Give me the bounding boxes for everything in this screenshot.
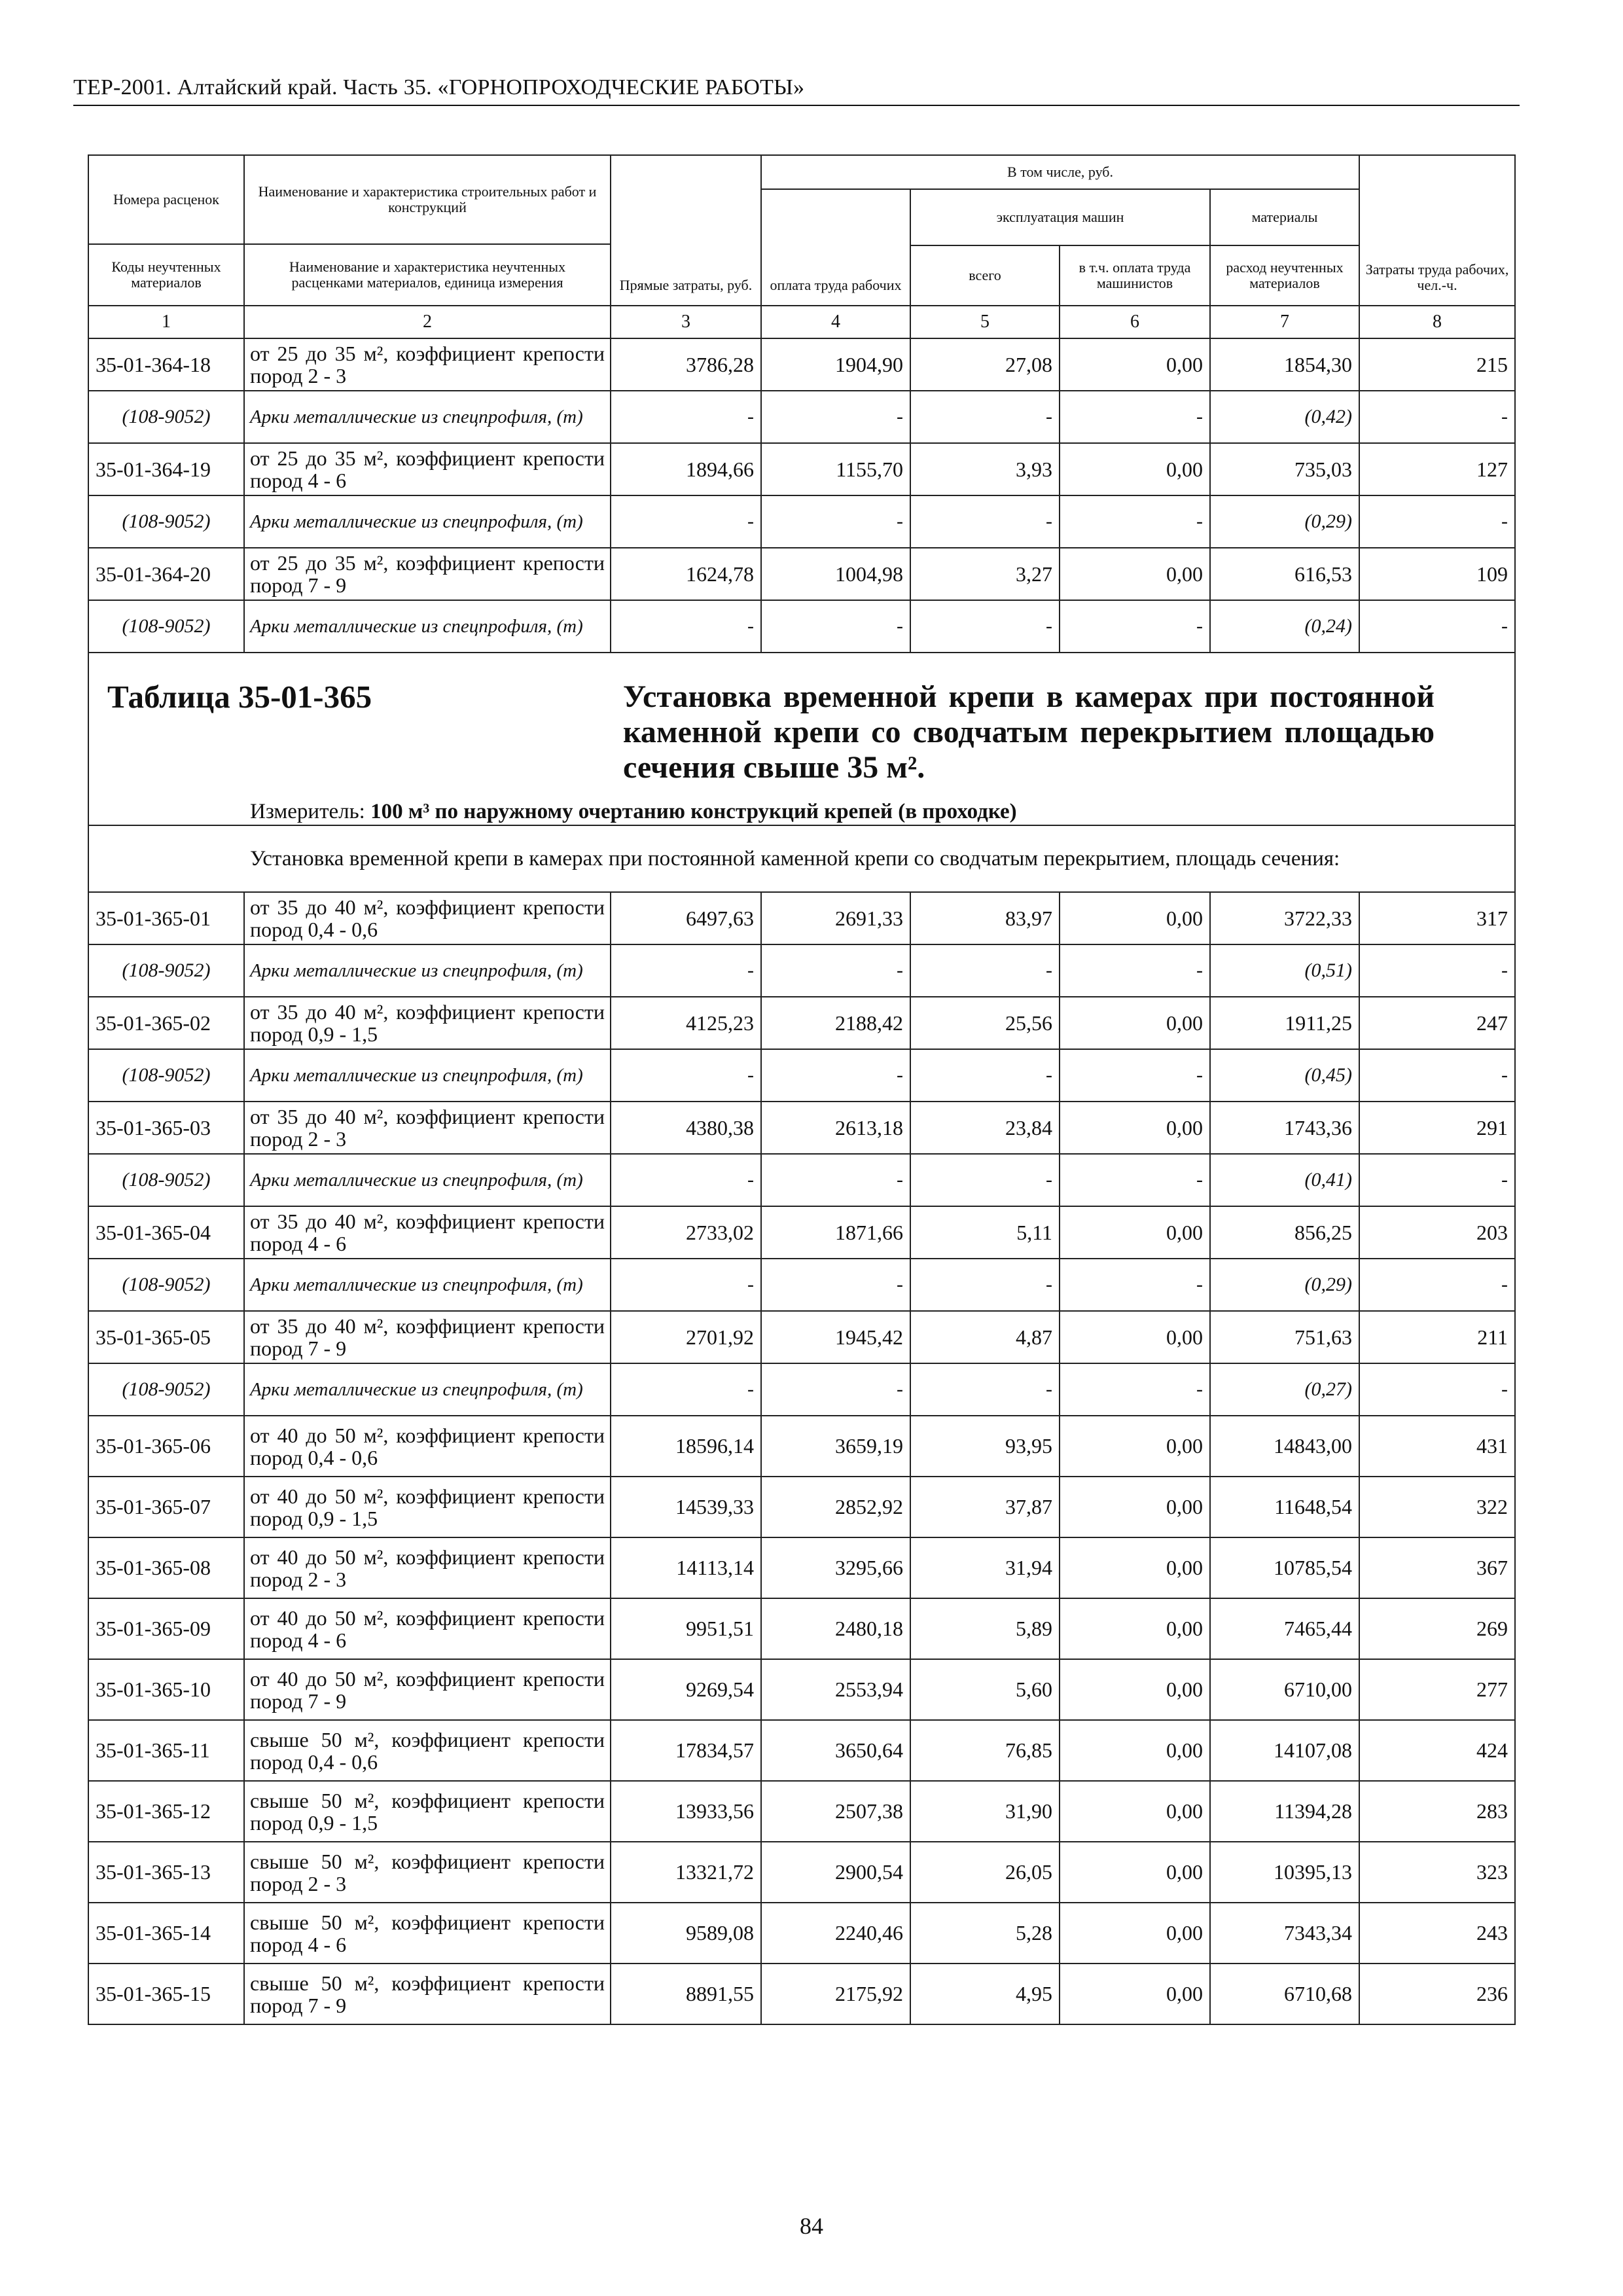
material-row <box>88 1154 1515 1206</box>
rate-description: от 35 до 40 м², коэффициент крепости пород 2 - 3 <box>244 1102 611 1154</box>
labor-hours: 215 <box>1359 338 1515 391</box>
machine-labor-cost: 0,00 <box>1060 1903 1210 1964</box>
rate-code: 35-01-365-07 <box>88 1477 244 1537</box>
table-row <box>88 997 1515 1049</box>
direct-cost: 2701,92 <box>611 1311 761 1363</box>
machine-cost: 4,95 <box>910 1964 1060 2024</box>
machine-cost: 37,87 <box>910 1477 1060 1537</box>
direct-cost: 14113,14 <box>611 1537 761 1598</box>
labor-hours: - <box>1359 944 1515 997</box>
measure-value: 100 м³ по наружному очертанию конструкций крепей (в проходке) <box>370 800 1017 823</box>
machine-labor-cost: 0,00 <box>1060 1537 1210 1598</box>
material-row <box>88 1363 1515 1416</box>
rate-code: 35-01-364-20 <box>88 548 244 600</box>
material-consumption: (0,41) <box>1210 1154 1359 1206</box>
machine-cost: 23,84 <box>910 1102 1060 1154</box>
machine-labor-cost: - <box>1060 495 1210 548</box>
table-body-364 <box>88 338 1515 653</box>
table-body-365-sub <box>88 892 1515 1416</box>
material-code: (108-9052) <box>88 1154 244 1206</box>
machine-labor-cost: 0,00 <box>1060 1598 1210 1659</box>
table-measure <box>250 800 1017 824</box>
machine-labor-cost: 0,00 <box>1060 1311 1210 1363</box>
rate-description: от 40 до 50 м², коэффициент крепости пород 4 - 6 <box>244 1598 611 1659</box>
material-code: (108-9052) <box>88 495 244 548</box>
col-number: 6 <box>1060 306 1210 338</box>
direct-cost: - <box>611 1049 761 1102</box>
rate-description: от 25 до 35 м², коэффициент крепости пород 7 - 9 <box>244 548 611 600</box>
labor-hours: 323 <box>1359 1842 1515 1903</box>
materials-cost: 11648,54 <box>1210 1477 1359 1537</box>
rate-description: свыше 50 м², коэффициент крепости пород 0,9 - 1,5 <box>244 1781 611 1842</box>
rate-code: 35-01-365-01 <box>88 892 244 944</box>
materials-cost: 10395,13 <box>1210 1842 1359 1903</box>
col-header-machines: эксплуатация машин <box>910 189 1210 245</box>
labor-cost: 2188,42 <box>761 997 910 1049</box>
labor-hours: 322 <box>1359 1477 1515 1537</box>
machine-labor-cost: 0,00 <box>1060 1416 1210 1477</box>
labor-cost: 1155,70 <box>761 443 910 495</box>
labor-cost: - <box>761 1363 910 1416</box>
materials-cost: 6710,68 <box>1210 1964 1359 2024</box>
rate-code: 35-01-365-08 <box>88 1537 244 1598</box>
labor-cost: 1945,42 <box>761 1311 910 1363</box>
materials-cost: 1911,25 <box>1210 997 1359 1049</box>
direct-cost: - <box>611 495 761 548</box>
labor-cost: 3659,19 <box>761 1416 910 1477</box>
machine-cost: - <box>910 600 1060 653</box>
table-row <box>88 1311 1515 1363</box>
machine-labor-cost: - <box>1060 1049 1210 1102</box>
material-row <box>88 495 1515 548</box>
direct-cost: 3786,28 <box>611 338 761 391</box>
materials-cost: 1743,36 <box>1210 1102 1359 1154</box>
machine-labor-cost: 0,00 <box>1060 1477 1210 1537</box>
col-number: 3 <box>611 306 761 338</box>
direct-cost: - <box>611 1154 761 1206</box>
rate-description: от 35 до 40 м², коэффициент крепости пород 7 - 9 <box>244 1311 611 1363</box>
rate-description: свыше 50 м², коэффициент крепости пород 2 - 3 <box>244 1842 611 1903</box>
material-row <box>88 600 1515 653</box>
materials-cost: 10785,54 <box>1210 1537 1359 1598</box>
labor-cost: 2480,18 <box>761 1598 910 1659</box>
rate-description: от 40 до 50 м², коэффициент крепости пород 0,9 - 1,5 <box>244 1477 611 1537</box>
machine-labor-cost: 0,00 <box>1060 997 1210 1049</box>
table-body-365-plain <box>88 1416 1515 2024</box>
rate-code: 35-01-365-06 <box>88 1416 244 1477</box>
material-consumption: (0,42) <box>1210 391 1359 443</box>
table-row <box>88 1964 1515 2024</box>
measure-label: Измеритель: <box>250 800 365 823</box>
machine-labor-cost: 0,00 <box>1060 338 1210 391</box>
direct-cost: 9269,54 <box>611 1659 761 1720</box>
table-row <box>88 1416 1515 1477</box>
machine-cost: - <box>910 391 1060 443</box>
labor-cost: - <box>761 391 910 443</box>
rate-description: от 25 до 35 м², коэффициент крепости пород 4 - 6 <box>244 443 611 495</box>
material-name: Арки металлические из спецпрофиля, (т) <box>244 600 611 653</box>
materials-cost: 6710,00 <box>1210 1659 1359 1720</box>
labor-hours: 211 <box>1359 1311 1515 1363</box>
labor-cost: 1004,98 <box>761 548 910 600</box>
table-row <box>88 338 1515 391</box>
rate-code: 35-01-365-10 <box>88 1659 244 1720</box>
labor-cost: 2691,33 <box>761 892 910 944</box>
direct-cost: 1894,66 <box>611 443 761 495</box>
material-consumption: (0,51) <box>1210 944 1359 997</box>
col-number: 4 <box>761 306 910 338</box>
machine-labor-cost: - <box>1060 1259 1210 1311</box>
direct-cost: - <box>611 1363 761 1416</box>
rate-code: 35-01-365-02 <box>88 997 244 1049</box>
labor-cost: 1904,90 <box>761 338 910 391</box>
material-name: Арки металлические из спецпрофиля, (т) <box>244 495 611 548</box>
rate-description: от 40 до 50 м², коэффициент крепости пород 7 - 9 <box>244 1659 611 1720</box>
machine-cost: 5,60 <box>910 1659 1060 1720</box>
materials-cost: 7465,44 <box>1210 1598 1359 1659</box>
col-number: 7 <box>1210 306 1359 338</box>
table-row <box>88 1781 1515 1842</box>
material-row <box>88 391 1515 443</box>
material-name: Арки металлические из спецпрофиля, (т) <box>244 944 611 997</box>
direct-cost: 18596,14 <box>611 1416 761 1477</box>
material-consumption: (0,45) <box>1210 1049 1359 1102</box>
machine-cost: 93,95 <box>910 1416 1060 1477</box>
materials-cost: 1854,30 <box>1210 338 1359 391</box>
labor-hours: 247 <box>1359 997 1515 1049</box>
col-header-group: В том числе, руб. <box>761 155 1359 189</box>
labor-hours: - <box>1359 1049 1515 1102</box>
material-code: (108-9052) <box>88 1259 244 1311</box>
machine-labor-cost: 0,00 <box>1060 1842 1210 1903</box>
machine-cost: 25,56 <box>910 997 1060 1049</box>
rate-code: 35-01-365-14 <box>88 1903 244 1964</box>
table-365-title-block <box>88 653 1515 892</box>
machine-labor-cost: 0,00 <box>1060 1659 1210 1720</box>
table-row <box>88 1598 1515 1659</box>
table-row <box>88 1477 1515 1537</box>
material-code: (108-9052) <box>88 1049 244 1102</box>
labor-cost: - <box>761 600 910 653</box>
machine-labor-cost: 0,00 <box>1060 1781 1210 1842</box>
direct-cost: 1624,78 <box>611 548 761 600</box>
material-name: Арки металлические из спецпрофиля, (т) <box>244 1154 611 1206</box>
page-header: ТЕР-2001. Алтайский край. Часть 35. «ГОРНОПРОХОДЧЕСКИЕ РАБОТЫ» <box>73 73 1520 106</box>
table-row <box>88 1102 1515 1154</box>
direct-cost: - <box>611 944 761 997</box>
table-row <box>88 1206 1515 1259</box>
direct-cost: - <box>611 1259 761 1311</box>
rate-code: 35-01-364-19 <box>88 443 244 495</box>
labor-hours: 431 <box>1359 1416 1515 1477</box>
labor-cost: 2240,46 <box>761 1903 910 1964</box>
labor-hours: 127 <box>1359 443 1515 495</box>
labor-hours: - <box>1359 391 1515 443</box>
labor-cost: 2175,92 <box>761 1964 910 2024</box>
material-row <box>88 944 1515 997</box>
direct-cost: 4125,23 <box>611 997 761 1049</box>
rate-code: 35-01-365-09 <box>88 1598 244 1659</box>
rates-table <box>88 154 1516 2025</box>
material-name: Арки металлические из спецпрофиля, (т) <box>244 1049 611 1102</box>
direct-cost: 9951,51 <box>611 1598 761 1659</box>
machine-cost: 31,94 <box>910 1537 1060 1598</box>
machine-labor-cost: 0,00 <box>1060 443 1210 495</box>
labor-cost: 3650,64 <box>761 1720 910 1781</box>
labor-hours: 317 <box>1359 892 1515 944</box>
labor-hours: 269 <box>1359 1598 1515 1659</box>
col-header-materials: материалы <box>1210 189 1359 245</box>
rate-description: от 35 до 40 м², коэффициент крепости пород 0,4 - 0,6 <box>244 892 611 944</box>
material-consumption: (0,29) <box>1210 495 1359 548</box>
material-consumption: (0,24) <box>1210 600 1359 653</box>
machine-labor-cost: - <box>1060 391 1210 443</box>
table-row <box>88 548 1515 600</box>
rate-description: от 35 до 40 м², коэффициент крепости пород 4 - 6 <box>244 1206 611 1259</box>
rate-description: от 40 до 50 м², коэффициент крепости пород 0,4 - 0,6 <box>244 1416 611 1477</box>
col-header-labor: оплата труда рабочих <box>761 189 910 306</box>
direct-cost: 9589,08 <box>611 1903 761 1964</box>
direct-cost: 2733,02 <box>611 1206 761 1259</box>
rate-description: от 35 до 40 м², коэффициент крепости пород 0,9 - 1,5 <box>244 997 611 1049</box>
machine-labor-cost: - <box>1060 1154 1210 1206</box>
table-row <box>88 1842 1515 1903</box>
material-code: (108-9052) <box>88 391 244 443</box>
rate-code: 35-01-365-15 <box>88 1964 244 2024</box>
machine-cost: 76,85 <box>910 1720 1060 1781</box>
col-header-direct: Прямые затраты, руб. <box>611 155 761 306</box>
rate-description: от 40 до 50 м², коэффициент крепости пород 2 - 3 <box>244 1537 611 1598</box>
col-header-mach-total: всего <box>910 245 1060 306</box>
material-row <box>88 1049 1515 1102</box>
materials-cost: 14107,08 <box>1210 1720 1359 1781</box>
machine-labor-cost: - <box>1060 944 1210 997</box>
material-name: Арки металлические из спецпрофиля, (т) <box>244 391 611 443</box>
labor-hours: 277 <box>1359 1659 1515 1720</box>
labor-cost: - <box>761 1259 910 1311</box>
direct-cost: 4380,38 <box>611 1102 761 1154</box>
material-consumption: (0,27) <box>1210 1363 1359 1416</box>
col-header-name: Наименование и характеристика строительных работ и конструкций Наименование и характеристика неучтенных расценками материалов, единица измерения <box>244 155 611 306</box>
material-name: Арки металлические из спецпрофиля, (т) <box>244 1259 611 1311</box>
materials-cost: 856,25 <box>1210 1206 1359 1259</box>
col-number: 5 <box>910 306 1060 338</box>
labor-hours: 243 <box>1359 1903 1515 1964</box>
machine-cost: 4,87 <box>910 1311 1060 1363</box>
machine-labor-cost: 0,00 <box>1060 1102 1210 1154</box>
machine-labor-cost: 0,00 <box>1060 892 1210 944</box>
machine-labor-cost: 0,00 <box>1060 548 1210 600</box>
labor-cost: 2613,18 <box>761 1102 910 1154</box>
machine-labor-cost: - <box>1060 1363 1210 1416</box>
table-row <box>88 1720 1515 1781</box>
labor-hours: - <box>1359 1154 1515 1206</box>
materials-cost: 11394,28 <box>1210 1781 1359 1842</box>
col-header-code: Номера расценок Коды неучтенных материалов <box>88 155 244 306</box>
rate-code: 35-01-365-05 <box>88 1311 244 1363</box>
direct-cost: - <box>611 600 761 653</box>
col-number: 2 <box>244 306 611 338</box>
machine-cost: - <box>910 1154 1060 1206</box>
table-number: Таблица 35-01-365 <box>107 679 372 715</box>
machine-cost: 3,27 <box>910 548 1060 600</box>
labor-cost: 2852,92 <box>761 1477 910 1537</box>
col-number: 1 <box>88 306 244 338</box>
labor-cost: - <box>761 1154 910 1206</box>
labor-cost: 1871,66 <box>761 1206 910 1259</box>
labor-hours: 424 <box>1359 1720 1515 1781</box>
labor-cost: 2507,38 <box>761 1781 910 1842</box>
machine-cost: 3,93 <box>910 443 1060 495</box>
rate-code: 35-01-365-12 <box>88 1781 244 1842</box>
material-name: Арки металлические из спецпрофиля, (т) <box>244 1363 611 1416</box>
table-row <box>88 892 1515 944</box>
machine-labor-cost: 0,00 <box>1060 1720 1210 1781</box>
labor-hours: - <box>1359 600 1515 653</box>
materials-cost: 616,53 <box>1210 548 1359 600</box>
direct-cost: 17834,57 <box>611 1720 761 1781</box>
labor-hours: 367 <box>1359 1537 1515 1598</box>
materials-cost: 751,63 <box>1210 1311 1359 1363</box>
labor-hours: 283 <box>1359 1781 1515 1842</box>
machine-cost: - <box>910 1363 1060 1416</box>
material-code: (108-9052) <box>88 944 244 997</box>
machine-cost: - <box>910 944 1060 997</box>
machine-cost: - <box>910 495 1060 548</box>
machine-labor-cost: 0,00 <box>1060 1206 1210 1259</box>
machine-cost: 5,89 <box>910 1598 1060 1659</box>
labor-hours: 109 <box>1359 548 1515 600</box>
direct-cost: 13321,72 <box>611 1842 761 1903</box>
machine-cost: 31,90 <box>910 1781 1060 1842</box>
materials-cost: 14843,00 <box>1210 1416 1359 1477</box>
machine-cost: 26,05 <box>910 1842 1060 1903</box>
machine-labor-cost: 0,00 <box>1060 1964 1210 2024</box>
machine-cost: - <box>910 1049 1060 1102</box>
section-heading: Установка временной крепи в камерах при постоянной каменной крепи со сводчатым перекрытием, площадь сечения: <box>88 825 1515 892</box>
labor-cost: 2553,94 <box>761 1659 910 1720</box>
rate-code: 35-01-364-18 <box>88 338 244 391</box>
machine-labor-cost: - <box>1060 600 1210 653</box>
col-header-hours: Затраты труда рабочих, чел.-ч. <box>1359 155 1515 306</box>
labor-hours: - <box>1359 495 1515 548</box>
table-title: Установка временной крепи в камерах при постоянной каменной крепи со сводчатым перекрытием площадью сечения свыше 35 м². <box>623 679 1435 785</box>
machine-cost: 5,11 <box>910 1206 1060 1259</box>
rate-description: свыше 50 м², коэффициент крепости пород 7 - 9 <box>244 1964 611 2024</box>
labor-hours: - <box>1359 1259 1515 1311</box>
rate-description: от 25 до 35 м², коэффициент крепости пород 2 - 3 <box>244 338 611 391</box>
materials-cost: 735,03 <box>1210 443 1359 495</box>
machine-cost: 27,08 <box>910 338 1060 391</box>
direct-cost: 8891,55 <box>611 1964 761 2024</box>
column-numbers-row <box>88 306 1515 338</box>
rate-code: 35-01-365-11 <box>88 1720 244 1781</box>
direct-cost: 14539,33 <box>611 1477 761 1537</box>
col-header-material-use: расход неучтенных материалов <box>1210 245 1359 306</box>
labor-cost: 2900,54 <box>761 1842 910 1903</box>
material-consumption: (0,29) <box>1210 1259 1359 1311</box>
machine-cost: 83,97 <box>910 892 1060 944</box>
labor-hours: 291 <box>1359 1102 1515 1154</box>
table-title-cell <box>88 653 1515 825</box>
materials-cost: 3722,33 <box>1210 892 1359 944</box>
materials-cost: 7343,34 <box>1210 1903 1359 1964</box>
direct-cost: 6497,63 <box>611 892 761 944</box>
table-row <box>88 443 1515 495</box>
rate-code: 35-01-365-03 <box>88 1102 244 1154</box>
rate-description: свыше 50 м², коэффициент крепости пород 4 - 6 <box>244 1903 611 1964</box>
labor-hours: - <box>1359 1363 1515 1416</box>
material-row <box>88 1259 1515 1311</box>
col-number: 8 <box>1359 306 1515 338</box>
labor-hours: 203 <box>1359 1206 1515 1259</box>
labor-hours: 236 <box>1359 1964 1515 2024</box>
material-code: (108-9052) <box>88 600 244 653</box>
direct-cost: 13933,56 <box>611 1781 761 1842</box>
labor-cost: 3295,66 <box>761 1537 910 1598</box>
rate-code: 35-01-365-13 <box>88 1842 244 1903</box>
table-row <box>88 1537 1515 1598</box>
labor-cost: - <box>761 1049 910 1102</box>
machine-cost: - <box>910 1259 1060 1311</box>
rate-code: 35-01-365-04 <box>88 1206 244 1259</box>
col-header-mach-labor: в т.ч. оплата труда машинистов <box>1060 245 1210 306</box>
table-row <box>88 1903 1515 1964</box>
page-number: 84 <box>800 2213 823 2239</box>
labor-cost: - <box>761 944 910 997</box>
labor-cost: - <box>761 495 910 548</box>
material-code: (108-9052) <box>88 1363 244 1416</box>
direct-cost: - <box>611 391 761 443</box>
table-row <box>88 1659 1515 1720</box>
rate-description: свыше 50 м², коэффициент крепости пород 0,4 - 0,6 <box>244 1720 611 1781</box>
machine-cost: 5,28 <box>910 1903 1060 1964</box>
